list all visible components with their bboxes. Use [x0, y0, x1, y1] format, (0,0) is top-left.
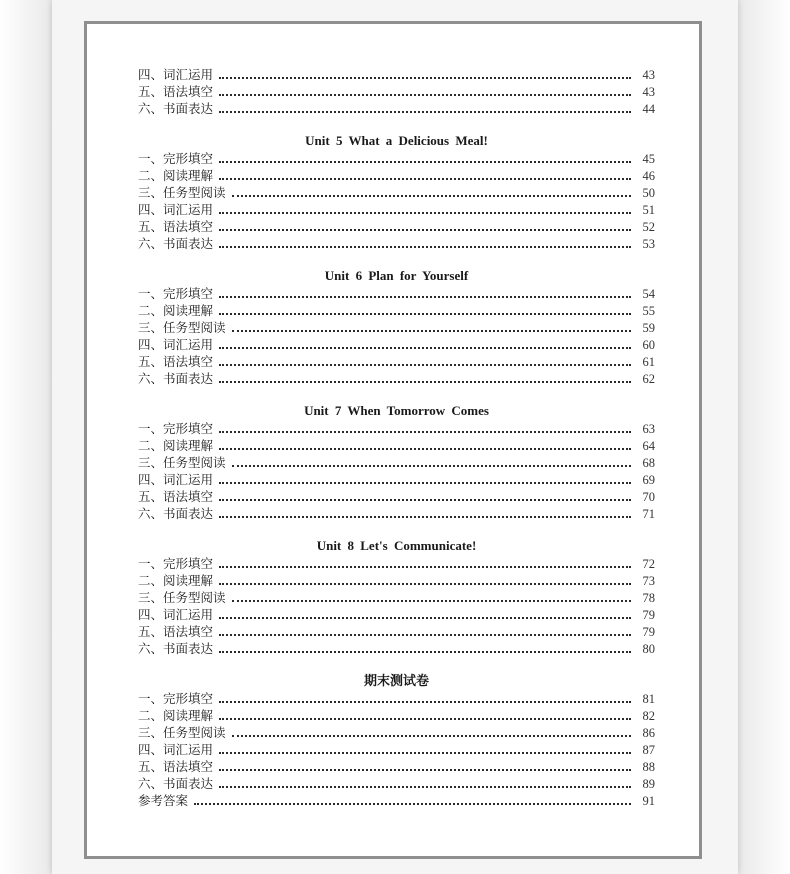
dot-leader	[219, 177, 631, 180]
toc-entry-page-number: 54	[642, 287, 655, 301]
toc-entry-label: 三、任务型阅读	[138, 725, 226, 740]
toc-entry-label: 一、完形填空	[138, 556, 214, 571]
dot-leader	[219, 447, 631, 450]
toc-entry[interactable]	[138, 724, 655, 741]
toc-entry-page-number: 55	[642, 304, 655, 318]
toc-entry-label: 一、完形填空	[138, 421, 214, 436]
toc-entry-label: 二、阅读理解	[138, 708, 214, 723]
toc-entry-label: 六、书面表达	[138, 101, 214, 116]
toc-entry-page-number: 59	[642, 321, 655, 335]
toc-entry-page-number: 45	[642, 152, 655, 166]
toc-entry-label: 五、语法填空	[138, 489, 214, 504]
toc-entry-page-number: 53	[642, 237, 655, 251]
toc-entry-page-number: 81	[642, 692, 655, 706]
dot-leader	[219, 346, 631, 349]
toc-entry[interactable]	[138, 555, 655, 572]
toc-entry-page-number: 61	[642, 355, 655, 369]
toc-entry[interactable]	[138, 623, 655, 640]
toc-entry-label: 五、语法填空	[138, 219, 214, 234]
toc-entry[interactable]	[138, 167, 655, 184]
table-of-contents	[138, 66, 655, 809]
toc-entry-label: 五、语法填空	[138, 624, 214, 639]
toc-entry[interactable]	[138, 150, 655, 167]
toc-entry-page-number: 72	[642, 557, 655, 571]
toc-entry-label: 六、书面表达	[138, 236, 214, 251]
toc-entry-label: 二、阅读理解	[138, 438, 214, 453]
toc-entry-page-number: 44	[642, 102, 655, 116]
toc-entry[interactable]	[138, 201, 655, 218]
dot-leader	[194, 802, 631, 805]
toc-entry-page-number: 86	[642, 726, 655, 740]
toc-entry-page-number: 43	[642, 85, 655, 99]
toc-entry-page-number: 50	[642, 186, 655, 200]
toc-entry[interactable]	[138, 353, 655, 370]
toc-entry[interactable]	[138, 420, 655, 437]
toc-entry[interactable]	[138, 302, 655, 319]
dot-leader	[232, 599, 631, 602]
toc-entry[interactable]	[138, 218, 655, 235]
toc-entry[interactable]	[138, 437, 655, 454]
toc-entry-label: 一、完形填空	[138, 151, 214, 166]
toc-entry-label: 参考答案	[138, 793, 189, 808]
dot-leader	[232, 464, 631, 467]
toc-entry[interactable]	[138, 707, 655, 724]
toc-entry[interactable]	[138, 83, 655, 100]
dot-leader	[219, 295, 631, 298]
toc-entry-page-number: 71	[642, 507, 655, 521]
toc-entry-label: 六、书面表达	[138, 506, 214, 521]
toc-entry[interactable]	[138, 690, 655, 707]
toc-entry-label: 四、词汇运用	[138, 67, 214, 82]
toc-entry-page-number: 79	[642, 608, 655, 622]
dot-leader	[219, 312, 631, 315]
dot-leader	[219, 565, 631, 568]
toc-entry-label: 四、词汇运用	[138, 472, 214, 487]
toc-entry-page-number: 88	[642, 760, 655, 774]
toc-entry-label: 四、词汇运用	[138, 202, 214, 217]
toc-entry[interactable]	[138, 505, 655, 522]
toc-entry[interactable]	[138, 336, 655, 353]
toc-entry-label: 五、语法填空	[138, 759, 214, 774]
dot-leader	[219, 582, 631, 585]
dot-leader	[232, 329, 631, 332]
dot-leader	[219, 430, 631, 433]
toc-entry-page-number: 46	[642, 169, 655, 183]
toc-entry-page-number: 62	[642, 372, 655, 386]
toc-entry-page-number: 89	[642, 777, 655, 791]
toc-entry[interactable]	[138, 775, 655, 792]
dot-leader	[219, 228, 631, 231]
toc-entry-label: 三、任务型阅读	[138, 320, 226, 335]
toc-entry-label: 二、阅读理解	[138, 573, 214, 588]
toc-entry-label: 二、阅读理解	[138, 303, 214, 318]
toc-entry[interactable]	[138, 454, 655, 471]
toc-entry-label: 五、语法填空	[138, 354, 214, 369]
dot-leader	[219, 633, 631, 636]
toc-entry-page-number: 79	[642, 625, 655, 639]
dot-leader	[219, 76, 631, 79]
toc-entry-label: 三、任务型阅读	[138, 455, 226, 470]
dot-leader	[219, 110, 631, 113]
toc-entry-label: 四、词汇运用	[138, 607, 214, 622]
toc-entry[interactable]	[138, 792, 655, 809]
dot-leader	[219, 498, 631, 501]
toc-entry[interactable]	[138, 471, 655, 488]
toc-entry[interactable]	[138, 235, 655, 252]
dot-leader	[219, 650, 631, 653]
toc-entry-page-number: 60	[642, 338, 655, 352]
toc-entry[interactable]	[138, 66, 655, 83]
toc-entry-label: 四、词汇运用	[138, 742, 214, 757]
toc-entry-page-number: 52	[642, 220, 655, 234]
toc-entry-page-number: 63	[642, 422, 655, 436]
toc-entry-label: 三、任务型阅读	[138, 185, 226, 200]
toc-entry-page-number: 80	[642, 642, 655, 656]
toc-entry-page-number: 91	[642, 794, 655, 808]
toc-entry-label: 三、任务型阅读	[138, 590, 226, 605]
toc-entry-label: 五、语法填空	[138, 84, 214, 99]
toc-entry[interactable]	[138, 741, 655, 758]
viewer-background-right	[738, 0, 790, 874]
toc-entry-label: 一、完形填空	[138, 691, 214, 706]
dot-leader	[219, 245, 631, 248]
toc-entry-label: 六、书面表达	[138, 641, 214, 656]
toc-entry-page-number: 43	[642, 68, 655, 82]
dot-leader	[219, 700, 631, 703]
toc-entry[interactable]	[138, 488, 655, 505]
toc-entry[interactable]	[138, 640, 655, 657]
dot-leader	[232, 734, 631, 737]
section-title: Unit 6 Plan for Yourself	[324, 268, 469, 283]
section-title: Unit 7 When Tomorrow Comes	[304, 403, 489, 418]
toc-entry[interactable]	[138, 758, 655, 775]
dot-leader	[219, 616, 631, 619]
toc-entry-page-number: 70	[642, 490, 655, 504]
section-title: 期末测试卷	[363, 673, 429, 688]
toc-entry-label: 四、词汇运用	[138, 337, 214, 352]
toc-entry-page-number: 69	[642, 473, 655, 487]
dot-leader	[219, 363, 631, 366]
dot-leader	[232, 194, 631, 197]
dot-leader	[219, 160, 631, 163]
toc-entry[interactable]	[138, 184, 655, 201]
toc-entry-label: 一、完形填空	[138, 286, 214, 301]
viewer-background-left	[0, 0, 52, 874]
toc-entry-page-number: 51	[642, 203, 655, 217]
dot-leader	[219, 93, 631, 96]
toc-entry-page-number: 73	[642, 574, 655, 588]
dot-leader	[219, 211, 631, 214]
toc-entry[interactable]	[138, 606, 655, 623]
toc-entry-page-number: 82	[642, 709, 655, 723]
dot-leader	[219, 768, 631, 771]
toc-entry-page-number: 78	[642, 591, 655, 605]
toc-page	[84, 21, 702, 859]
toc-entry[interactable]	[138, 589, 655, 606]
toc-entry[interactable]	[138, 319, 655, 336]
dot-leader	[219, 380, 631, 383]
toc-entry-page-number: 68	[642, 456, 655, 470]
toc-entry[interactable]	[138, 285, 655, 302]
toc-entry-page-number: 87	[642, 743, 655, 757]
toc-entry[interactable]	[138, 370, 655, 387]
toc-entry-page-number: 64	[642, 439, 655, 453]
dot-leader	[219, 751, 631, 754]
section-title: Unit 5 What a Delicious Meal!	[305, 133, 488, 148]
toc-entry-label: 二、阅读理解	[138, 168, 214, 183]
dot-leader	[219, 515, 631, 518]
toc-entry[interactable]	[138, 572, 655, 589]
toc-entry-label: 六、书面表达	[138, 776, 214, 791]
section-title: Unit 8 Let's Communicate!	[316, 538, 477, 553]
dot-leader	[219, 481, 631, 484]
dot-leader	[219, 717, 631, 720]
dot-leader	[219, 785, 631, 788]
toc-entry[interactable]	[138, 100, 655, 117]
toc-entry-label: 六、书面表达	[138, 371, 214, 386]
